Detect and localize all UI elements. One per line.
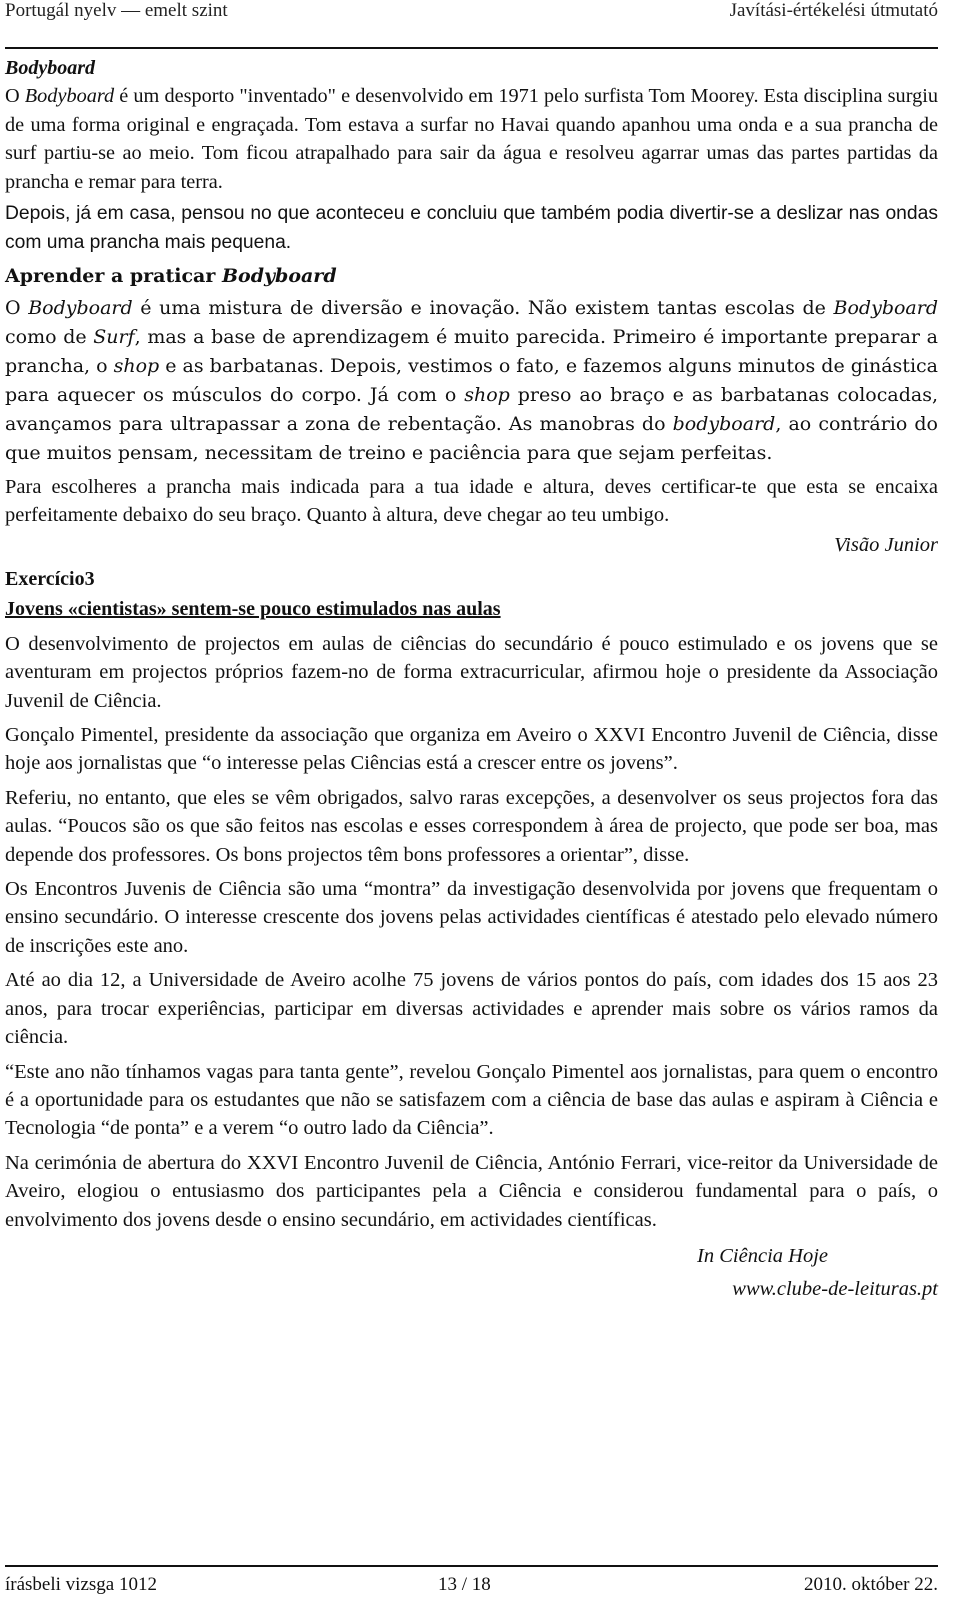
page-number: 13 / 18 <box>438 1574 491 1595</box>
footer-left: írásbeli vizsga 1012 <box>5 1574 157 1595</box>
article-paragraph-2: Gonçalo Pimentel, presidente da associação que organiza em Aveiro o XXVI Encontro Juvenil de Ciência, disse hoje aos jornalistas que “o interesse pelas Ciências está a crescer entre os jovens”. <box>5 724 938 775</box>
page-content <box>5 54 938 1306</box>
article-paragraph-1: O desenvolvimento de projectos em aulas de ciências do secundário é pouco estimulado e os jovens que se aventuram em projectos próprios fazem-no de forma extracurricular, afirmou hoje o presidente da Associação Juvenil de Ciência. <box>5 632 938 712</box>
article-source-url: www.clube-de-leituras.pt <box>732 1277 938 1300</box>
article-paragraph-6: “Este ano não tínhamos vagas para tanta gente”, revelou Gonçalo Pimentel aos jornalistas, para quem o encontro é a oportunidade para os estudantes que não se satisfazem com a ciência de base das aulas e aspiram à Ciência e Tecnologia “de ponta” e a verem “o outro lado da Ciência”. <box>5 1060 938 1140</box>
bodyboard-body <box>5 294 938 468</box>
bodyboard-intro <box>5 82 938 257</box>
bodyboard-closing <box>5 473 938 560</box>
bodyboard-paragraph-4: Para escolheres a prancha mais indicada para a tua idade e altura, deves certificar-te que esta se encaixa perfeitamente debaixo do seu braço. Quanto à altura, deve chegar ao teu umbigo. <box>5 476 938 527</box>
header-left: Portugál nyelv — emelt szint <box>5 0 228 21</box>
header-right: Javítási-értékelési útmutató <box>729 0 938 21</box>
bodyboard-paragraph-1: O Bodyboard é um desporto "inventado" e desenvolvido em 1971 pelo surfista Tom Moorey. Esta disciplina surgiu de uma forma original e engraçada. Tom estava a surfar no Havai quando apanhou uma onda e a sua prancha de surf partiu-se ao meio. Tom ficou atrapalhado para sair da água e resolveu agarrar umas das partes partidas da prancha e remar para terra. <box>5 85 938 193</box>
bodyboard-source: Visão Junior <box>834 533 938 556</box>
article-paragraph-3: Referiu, no entanto, que eles se vêm obrigados, salvo raras excepções, a desenvolver os seus projectos fora das aulas. “Poucos são os que são feitos nas escolas e esses correspondem à área de projecto, que pode ser boa, mas depende dos professores. Os bons projectos têm bons professores a orientar”, disse. <box>5 786 938 866</box>
bodyboard-paragraph-2: Depois, já em casa, pensou no que aconteceu e concluiu que também podia divertir-se a deslizar nas ondas com uma prancha mais pequena. <box>5 203 938 253</box>
bodyboard-subtitle: Aprender a praticar Bodyboard <box>5 265 337 287</box>
article-paragraph-5: Até ao dia 12, a Universidade de Aveiro acolhe 75 jovens de vários pontos do país, com idades dos 15 aos 23 anos, para trocar experiências, participar em diversas actividades e aprender mais sobre os vários ramos da ciência. <box>5 969 938 1049</box>
article-paragraph-4: Os Encontros Juvenis de Ciência são uma “montra” da investigação desenvolvida por jovens que frequentam o ensino secundário. O interesse crescente dos jovens pelas actividades científicas é atestado pelo elevado número de inscrições este ano. <box>5 878 938 957</box>
exercise-3-title: Exercício3 <box>5 567 95 590</box>
article-paragraph-7: Na cerimónia de abertura do XXVI Encontro Juvenil de Ciência, António Ferrari, vice-reitor da Universidade de Aveiro, elogiou o entusiasmo dos participantes pela a Ciência e considerou fundamental para o país, o envolvimento dos jovens desde o ensino secundário, em actividades científicas. <box>5 1151 938 1231</box>
bodyboard-title: Bodyboard <box>5 57 95 79</box>
bodyboard-paragraph-3: O Bodyboard é uma mistura de diversão e inovação. Não existem tantas escolas de Bodyboard como de Surf, mas a base de aprendizagem é muito parecida. Primeiro é importante preparar a prancha, o shop e as barbatanas. Depois, vestimos o fato, e fazemos alguns minutos de ginástica para aquecer os músculos do corpo. Já com o shop preso ao braço e as barbatanas colocadas, avançamos para ultrapassar a zona de rebentação. As manobras do bodyboard, ao contrário do que muitos pensam, necessitam de treino e paciência para que sejam perfeitas. <box>5 297 938 464</box>
article-source <box>5 1240 938 1306</box>
footer-right: 2010. október 22. <box>803 1574 938 1595</box>
footer-rule <box>5 1565 938 1567</box>
article-body <box>5 630 938 1234</box>
page-header <box>5 0 938 24</box>
header-rule <box>5 47 938 49</box>
article-source-name: In Ciência Hoje <box>697 1244 828 1267</box>
article-title: Jovens «cientistas» sentem-se pouco estimulados nas aulas <box>5 597 501 620</box>
